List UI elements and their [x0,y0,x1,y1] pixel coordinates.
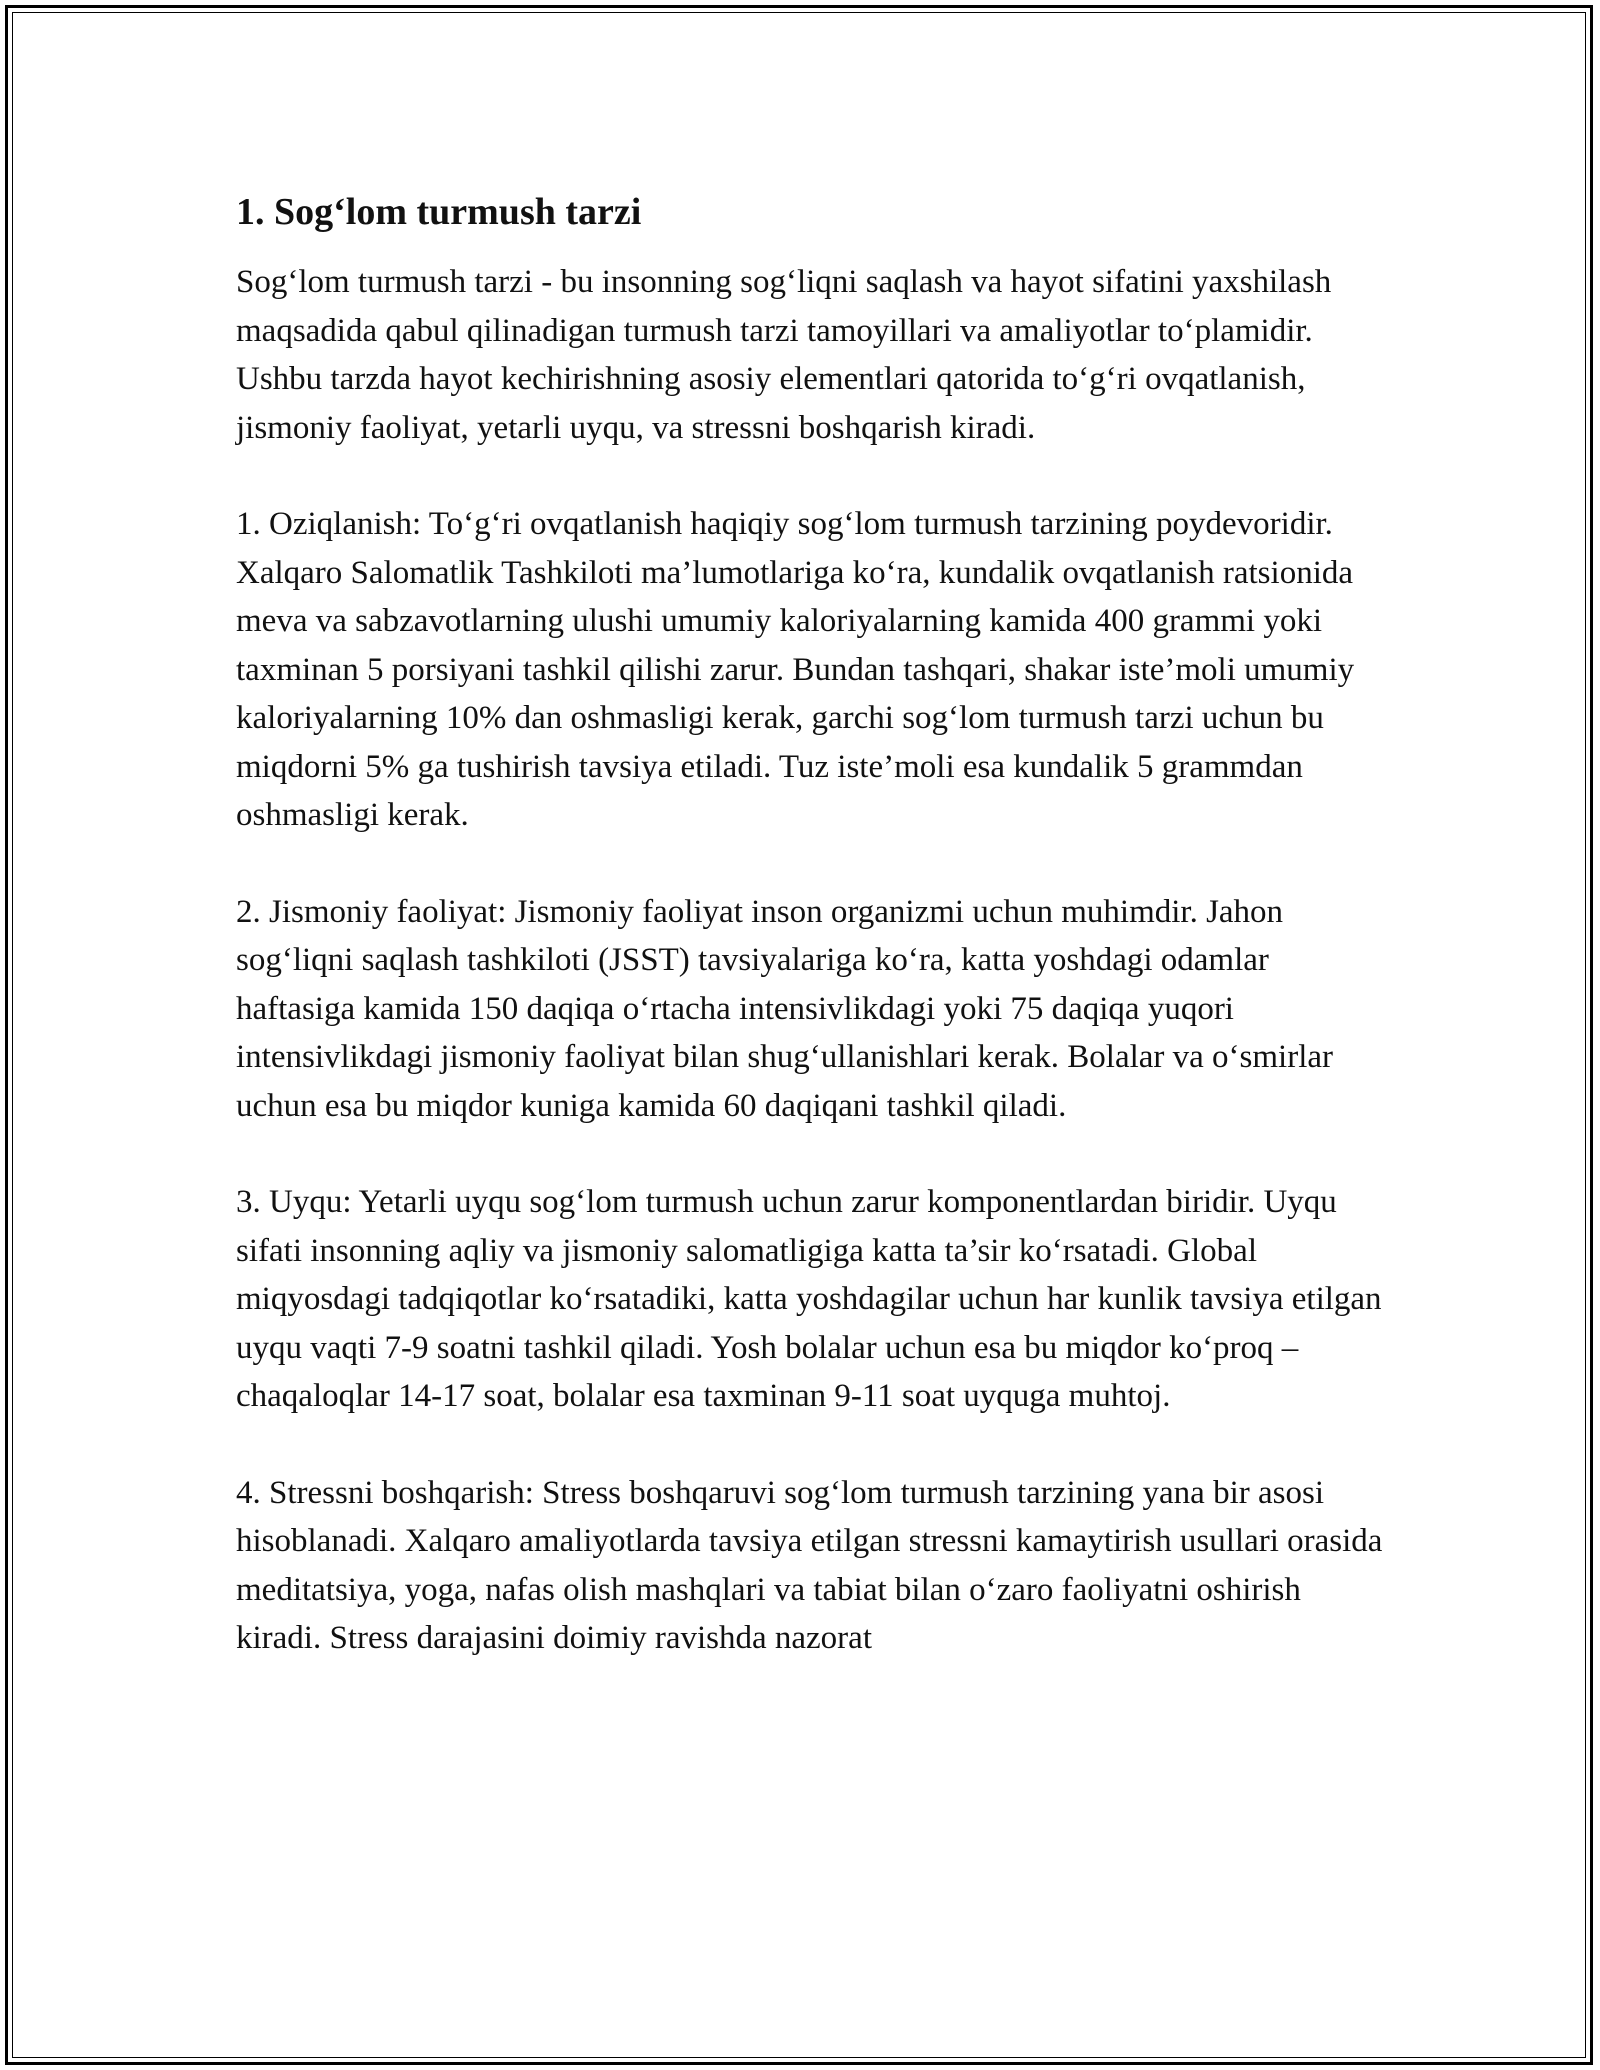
physical-activity-paragraph: 2. Jismoniy faoliyat: Jismoniy faoliyat inson organizmi uchun muhimdir. Jahon sog‘liqni saqlash tashkiloti (JSST) tavsiyalariga ko‘ra, katta yoshdagi odamlar haftasiga kamida 150 daqiqa o‘rtacha intensivlikdagi yoki 75 daqiqa yuqori intensivlikdagi jismoniy faoliyat bilan shug‘ullanishlari kerak. Bolalar va o‘smirlar uchun esa bu miqdor kuniga kamida 60 daqiqani tashkil qiladi. [236,893,1334,1124]
intro-paragraph: Sog‘lom turmush tarzi - bu insonning sog‘liqni saqlash va hayot sifatini yaxshilash maqsadida qabul qilinadigan turmush tarzi tamoyillari va amaliyotlar to‘plamidir. Ushbu tarzda hayot kechirishning asosiy elementlari qatorida to‘g‘ri ovqatlanish, jismoniy faoliyat, yetarli uyqu, va stressni boshqarish kiradi. [236,264,1332,446]
stress-management-paragraph: 4. Stressni boshqarish: Stress boshqaruvi sog‘lom turmush tarzining yana bir asosi hisoblanadi. Xalqaro amaliyotlarda tavsiya etilgan stressni kamaytirish usullari orasida meditatsiya, yoga, nafas olish mashqlari va tabiat bilan o‘zaro faoliyatni oshirish kiradi. Stress darajasini doimiy ravishda nazorat [236,1474,1383,1656]
document-title: 1. Sog‘lom turmush tarzi [236,191,642,233]
document-body [236,188,1386,1711]
nutrition-paragraph: 1. Oziqlanish: To‘g‘ri ovqatlanish haqiqiy sog‘lom turmush tarzining poydevoridir. Xalqaro Salomatlik Tashkiloti ma’lumotlariga ko‘ra, kundalik ovqatlanish ratsionida meva va sabzavotlarning ulushi umumiy kaloriyalarning kamida 400 grammi yoki taxminan 5 porsiyani tashkil qilishi zarur. Bundan tashqari, shakar iste’moli umumiy kaloriyalarning 10% dan oshmasligi kerak, garchi sog‘lom turmush tarzi uchun bu miqdorni 5% ga tushirish tavsiya etiladi. Tuz iste’moli esa kundalik 5 grammdan oshmasligi kerak. [236,506,1355,833]
sleep-paragraph: 3. Uyqu: Yetarli uyqu sog‘lom turmush uchun zarur komponentlardan biridir. Uyqu sifati insonning aqliy va jismoniy salomatligiga katta ta’sir ko‘rsatadi. Global miqyosdagi tadqiqotlar ko‘rsatadiki, katta yoshdagilar uchun har kunlik tavsiya etilgan uyqu vaqti 7-9 soatni tashkil qiladi. Yosh bolalar uchun esa bu miqdor ko‘proq – chaqaloqlar 14-17 soat, bolalar esa taxminan 9-11 soat uyquga muhtoj. [236,1184,1382,1414]
